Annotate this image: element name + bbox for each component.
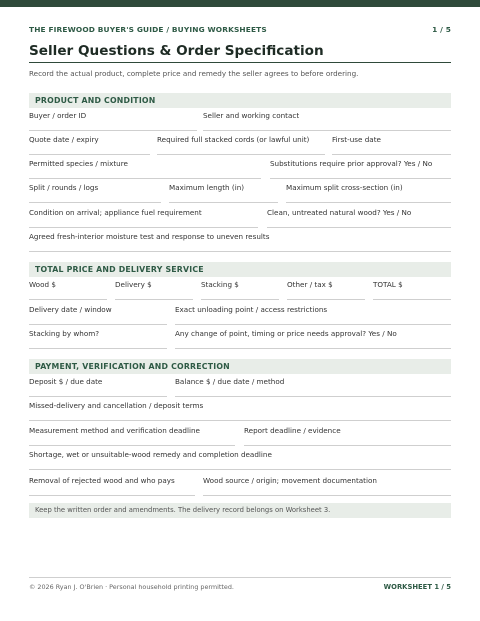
title-rule bbox=[29, 62, 451, 63]
field-label: Balance $ / due date / method bbox=[175, 377, 285, 386]
field-label: Wood source / origin; movement documentation bbox=[203, 476, 377, 485]
species-field[interactable] bbox=[29, 159, 261, 179]
field-label: Maximum split cross-section (in) bbox=[286, 183, 403, 192]
cords-field[interactable] bbox=[157, 135, 325, 155]
field-label: Agreed fresh-interior moisture test and response to uneven results bbox=[29, 232, 270, 241]
form-row bbox=[29, 426, 451, 446]
field-label: Report deadline / evidence bbox=[244, 426, 341, 435]
field-label: TOTAL $ bbox=[373, 280, 403, 289]
rejected-wood-removal-field[interactable] bbox=[29, 476, 195, 496]
measurement-method-field[interactable] bbox=[29, 426, 235, 446]
wood-source-field[interactable] bbox=[203, 476, 451, 496]
footer-worksheet-number: WORKSHEET 1 / 5 bbox=[383, 583, 451, 591]
delivery-date-field[interactable] bbox=[29, 305, 167, 325]
form-row bbox=[29, 111, 451, 131]
write-line bbox=[29, 324, 167, 325]
field-label: Quote date / expiry bbox=[29, 135, 99, 144]
field-label: Shortage, wet or unsuitable-wood remedy and completion deadline bbox=[29, 450, 272, 459]
write-line bbox=[29, 495, 195, 496]
change-approval-field[interactable] bbox=[175, 329, 451, 349]
stacking-by-field[interactable] bbox=[29, 329, 167, 349]
write-line bbox=[29, 445, 235, 446]
running-header bbox=[29, 25, 451, 37]
intro-text: Record the actual product, complete price and remedy the seller agrees to before ordering. bbox=[29, 69, 359, 78]
write-line bbox=[29, 348, 167, 349]
field-label: Measurement method and verification deadline bbox=[29, 426, 200, 435]
other-tax-field[interactable] bbox=[287, 280, 365, 300]
write-line bbox=[29, 396, 167, 397]
write-line bbox=[169, 202, 278, 203]
write-line bbox=[270, 178, 451, 179]
seller-contact-field[interactable] bbox=[203, 111, 451, 131]
field-label: Removal of rejected wood and who pays bbox=[29, 476, 175, 485]
form-row bbox=[29, 329, 451, 349]
max-cross-section-field[interactable] bbox=[286, 183, 451, 203]
stacking-price-field[interactable] bbox=[201, 280, 279, 300]
form-row bbox=[29, 476, 451, 496]
footer-rule bbox=[29, 577, 451, 578]
field-label: Stacking by whom? bbox=[29, 329, 100, 338]
moisture-test-field[interactable] bbox=[29, 232, 451, 252]
report-deadline-field[interactable] bbox=[244, 426, 451, 446]
write-line bbox=[175, 348, 451, 349]
write-line bbox=[203, 130, 451, 131]
field-label: Delivery $ bbox=[115, 280, 152, 289]
first-use-date-field[interactable] bbox=[332, 135, 451, 155]
write-line bbox=[203, 495, 451, 496]
shortage-remedy-field[interactable] bbox=[29, 450, 451, 470]
field-label: Condition on arrival; appliance fuel requirement bbox=[29, 208, 202, 217]
max-length-field[interactable] bbox=[169, 183, 278, 203]
write-line bbox=[29, 202, 161, 203]
field-label: Clean, untreated natural wood? Yes / No bbox=[267, 208, 412, 217]
field-label: Delivery date / window bbox=[29, 305, 112, 314]
write-line bbox=[267, 227, 451, 228]
unloading-point-field[interactable] bbox=[175, 305, 451, 325]
delivery-price-field[interactable] bbox=[115, 280, 193, 300]
total-price-field[interactable] bbox=[373, 280, 451, 300]
footer-copyright: © 2026 Ryan J. O'Brien · Personal household printing permitted. bbox=[29, 583, 234, 591]
deposit-field[interactable] bbox=[29, 377, 167, 397]
write-line bbox=[115, 299, 193, 300]
field-label: Seller and working contact bbox=[203, 111, 300, 120]
clean-wood-field[interactable] bbox=[267, 208, 451, 228]
form-row bbox=[29, 232, 451, 252]
missed-delivery-field[interactable] bbox=[29, 401, 451, 421]
form-row bbox=[29, 377, 451, 397]
write-line bbox=[332, 154, 451, 155]
write-line bbox=[373, 299, 451, 300]
write-line bbox=[29, 154, 150, 155]
write-line bbox=[244, 445, 451, 446]
write-line bbox=[201, 299, 279, 300]
top-accent-bar bbox=[0, 0, 480, 7]
field-label: Buyer / order ID bbox=[29, 111, 87, 120]
field-label: Substitutions require prior approval? Yes / No bbox=[270, 159, 433, 168]
wood-price-field[interactable] bbox=[29, 280, 107, 300]
write-line bbox=[157, 154, 325, 155]
split-field[interactable] bbox=[29, 183, 161, 203]
form-row bbox=[29, 159, 451, 179]
write-line bbox=[29, 420, 451, 421]
form-row bbox=[29, 450, 451, 470]
write-line bbox=[175, 396, 451, 397]
section-heading-product: PRODUCT AND CONDITION bbox=[29, 93, 451, 108]
worksheet-note: Keep the written order and amendments. The delivery record belongs on Worksheet 3. bbox=[29, 503, 451, 518]
condition-field[interactable] bbox=[29, 208, 258, 228]
form-row bbox=[29, 401, 451, 421]
section-heading-price: TOTAL PRICE AND DELIVERY SERVICE bbox=[29, 262, 451, 277]
form-row bbox=[29, 183, 451, 203]
write-line bbox=[29, 178, 261, 179]
field-label: Permitted species / mixture bbox=[29, 159, 128, 168]
field-label: Deposit $ / due date bbox=[29, 377, 103, 386]
balance-field[interactable] bbox=[175, 377, 451, 397]
write-line bbox=[29, 469, 451, 470]
write-line bbox=[29, 130, 197, 131]
form-row bbox=[29, 305, 451, 325]
write-line bbox=[29, 251, 451, 252]
quote-date-field[interactable] bbox=[29, 135, 150, 155]
buyer-order-id-field[interactable] bbox=[29, 111, 197, 131]
field-label: Required full stacked cords (or lawful unit) bbox=[157, 135, 310, 144]
write-line bbox=[29, 299, 107, 300]
write-line bbox=[287, 299, 365, 300]
page-number: 1 / 5 bbox=[432, 25, 451, 34]
field-label: Wood $ bbox=[29, 280, 56, 289]
field-label: Other / tax $ bbox=[287, 280, 333, 289]
write-line bbox=[29, 227, 258, 228]
form-row bbox=[29, 208, 451, 228]
field-label: Any change of point, timing or price needs approval? Yes / No bbox=[175, 329, 397, 338]
form-row bbox=[29, 280, 451, 300]
breadcrumb: THE FIREWOOD BUYER'S GUIDE / BUYING WORKSHEETS bbox=[29, 25, 267, 34]
page-title: Seller Questions & Order Specification bbox=[29, 43, 324, 59]
field-label: Exact unloading point / access restrictions bbox=[175, 305, 328, 314]
field-label: First-use date bbox=[332, 135, 381, 144]
substitutions-field[interactable] bbox=[270, 159, 451, 179]
field-label: Missed-delivery and cancellation / deposit terms bbox=[29, 401, 204, 410]
write-line bbox=[286, 202, 451, 203]
section-heading-payment: PAYMENT, VERIFICATION AND CORRECTION bbox=[29, 359, 451, 374]
field-label: Split / rounds / logs bbox=[29, 183, 99, 192]
field-label: Maximum length (in) bbox=[169, 183, 245, 192]
field-label: Stacking $ bbox=[201, 280, 239, 289]
form-row bbox=[29, 135, 451, 155]
write-line bbox=[175, 324, 451, 325]
